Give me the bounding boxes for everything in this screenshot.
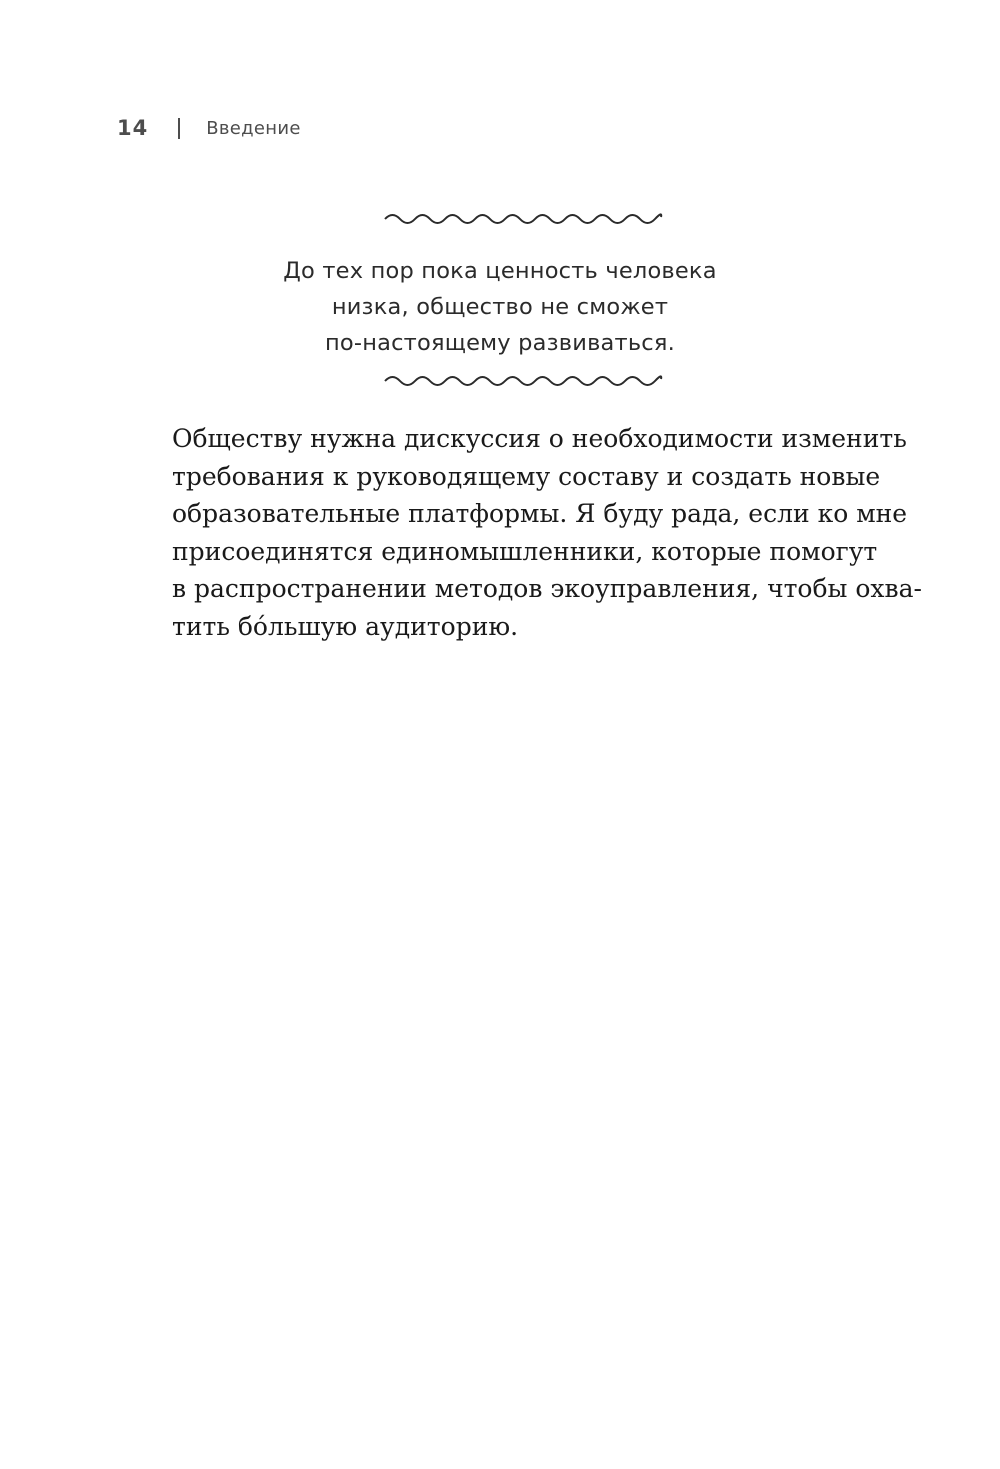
pull-quote-line: До тех пор пока ценность человека: [283, 258, 717, 284]
body-line: образовательные платформы. Я буду рада, если ко мне: [172, 499, 908, 528]
pull-quote: [200, 253, 800, 361]
body-line: Обществу нужна дискуссия о необходимости изменить: [172, 424, 907, 453]
body-line: в распространении методов экоуправления, чтобы охва-: [172, 574, 922, 603]
body-line: присоединятся единомышленники, которые помогут: [172, 536, 878, 566]
pull-quote-line: низка, общество не сможет: [331, 294, 669, 320]
header-divider: [178, 118, 180, 139]
wave-ornament-bottom: [383, 373, 663, 389]
wave-ornament-top: [383, 211, 663, 227]
running-head: [117, 116, 301, 140]
body-line: требования к руководящему составу и создать новые: [172, 461, 881, 491]
pull-quote-line: по-настоящему развиваться.: [325, 330, 675, 356]
page-number: 14: [117, 116, 149, 140]
body-line: тить бóльшую аудиторию.: [172, 611, 519, 641]
section-title: Введение: [206, 117, 301, 139]
body-paragraph: [172, 420, 922, 645]
